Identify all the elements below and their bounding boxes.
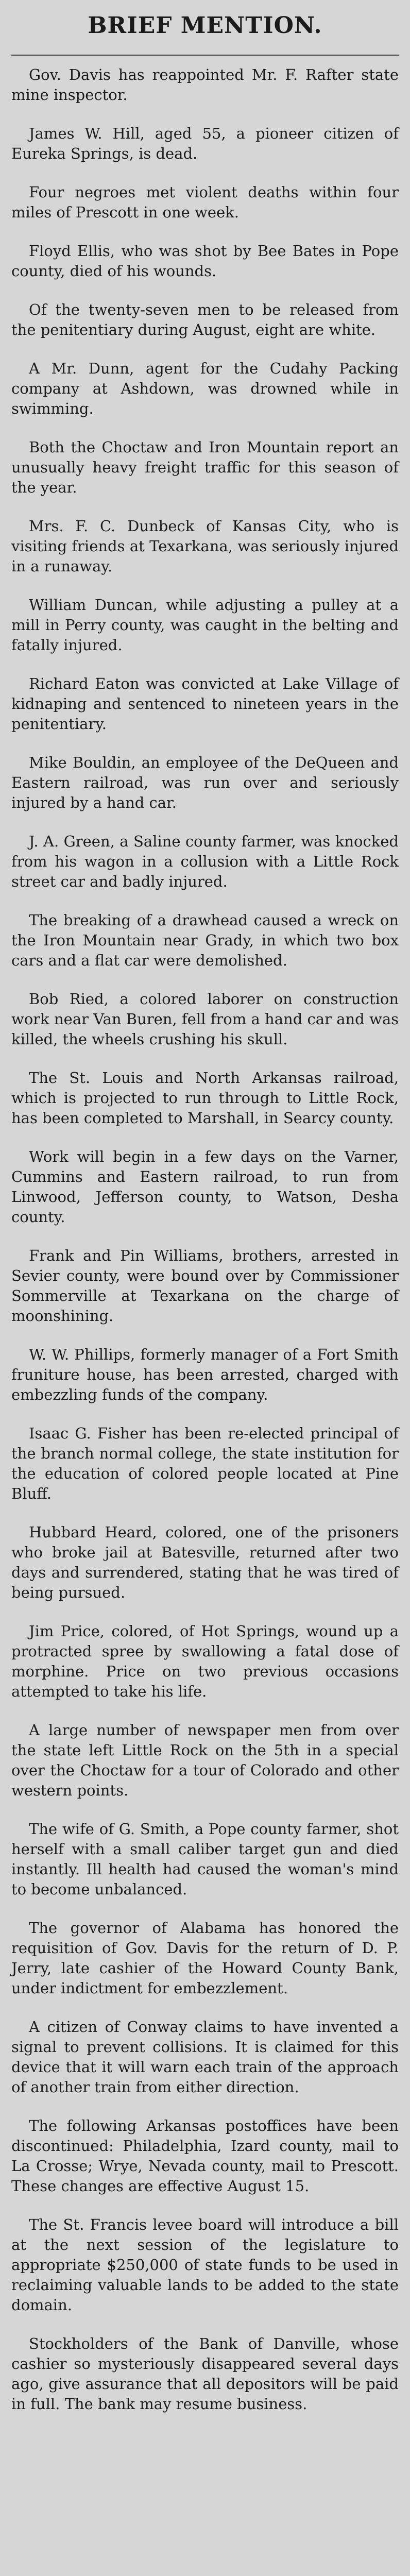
news-item: A large number of newspaper men from over the state left Little Rock on the 5th in a special over the Choctaw for a tour of Colorado and other western points.	[11, 1721, 399, 1799]
news-item: Richard Eaton was convicted at Lake Village of kidnaping and sentenced to nineteen years in the penitentiary.	[11, 675, 399, 733]
news-item: James W. Hill, aged 55, a pioneer citizen of Eureka Springs, is dead.	[11, 125, 399, 162]
news-item: Four negroes met violent deaths within four miles of Prescott in one week.	[11, 183, 399, 221]
news-item: W. W. Phillips, formerly manager of a Fort Smith fruniture house, has been arrested, charged with embezzling funds of the company.	[11, 1346, 399, 1403]
news-item: The following Arkansas postoffices have been discontinued: Philadelphia, Izard county, mail to La Crosse; Wrye, Nevada county, mail to Prescott. These changes are effective August 15.	[11, 2117, 399, 2195]
news-item: Mike Bouldin, an employee of the DeQueen and Eastern railroad, was run over and seriously injured by a hand car.	[11, 754, 399, 811]
news-item: Of the twenty-seven men to be released from the penitentiary during August, eight are white.	[11, 301, 399, 338]
news-item: Stockholders of the Bank of Danville, whose cashier so mysteriously disappeared several days ago, give assurance that all depositors will be paid in full. The bank may resume business.	[11, 2335, 399, 2413]
news-item: The breaking of a drawhead caused a wreck on the Iron Mountain near Grady, in which two box cars and a flat car were demolished.	[11, 911, 399, 969]
news-item: William Duncan, while adjusting a pulley at a mill in Perry county, was caught in the belting and fatally injured.	[11, 596, 399, 654]
news-item: The governor of Alabama has honored the requisition of Gov. Davis for the return of D. P. Jerry, late cashier of the Howard County Bank, under indictment for embezzlement.	[11, 1919, 399, 1997]
headline: BRIEF MENTION.	[88, 12, 322, 39]
news-item: The wife of G. Smith, a Pope county farmer, shot herself with a small caliber target gun and died instantly. Ill health had caused the woman's mind to become unbalanced.	[11, 1820, 399, 1898]
news-item: Floyd Ellis, who was shot by Bee Bates in Pope county, died of his wounds.	[11, 242, 399, 280]
news-item: Gov. Davis has reappointed Mr. F. Rafter state mine inspector.	[11, 66, 399, 104]
news-item: Hubbard Heard, colored, one of the prisoners who broke jail at Batesville, returned after two days and surrendered, stating that he was tired of being pursued.	[11, 1523, 399, 1601]
news-item: A Mr. Dunn, agent for the Cudahy Packing company at Ashdown, was drowned while in swimming.	[11, 360, 399, 417]
news-item: Frank and Pin Williams, brothers, arrested in Sevier county, were bound over by Commissioner Sommerville at Texarkana on the charge of moonshining.	[11, 1247, 399, 1325]
news-item: Jim Price, colored, of Hot Springs, wound up a protracted spree by swallowing a fatal dose of morphine. Price on two previous occasions attempted to take his life.	[11, 1622, 399, 1700]
news-item: Bob Ried, a colored laborer on construction work near Van Buren, fell from a hand car and was killed, the wheels crushing his skull.	[11, 990, 399, 1048]
news-column	[11, 12, 399, 2424]
news-item: Work will begin in a few days on the Varner, Cummins and Eastern railroad, to run from Linwood, Jefferson county, to Watson, Desha county.	[11, 1148, 399, 1226]
news-item: A citizen of Conway claims to have invented a signal to prevent collisions. It is claimed for this device that it will warn each train of the approach of another train from either direction.	[11, 2018, 399, 2096]
news-item: Mrs. F. C. Dunbeck of Kansas City, who is visiting friends at Texarkana, was seriously injured in a runaway.	[11, 517, 399, 575]
news-item: Isaac G. Fisher has been re-elected principal of the branch normal college, the state institution for the education of colored people located at Pine Bluff.	[11, 1425, 399, 1502]
news-item: The St. Louis and North Arkansas railroad, which is projected to run through to Little Rock, has been completed to Marshall, in Searcy county.	[11, 1069, 399, 1127]
news-item: The St. Francis levee board will introduce a bill at the next session of the legislature to appropriate $250,000 of state funds to be used in reclaiming valuable lands to be added to the state domain.	[11, 2216, 399, 2314]
news-item: J. A. Green, a Saline county farmer, was knocked from his wagon in a collusion with a Little Rock street car and badly injured.	[11, 833, 399, 890]
brief-items	[11, 56, 399, 2424]
news-item: Both the Choctaw and Iron Mountain report an unusually heavy freight traffic for this season of the year.	[11, 438, 399, 496]
